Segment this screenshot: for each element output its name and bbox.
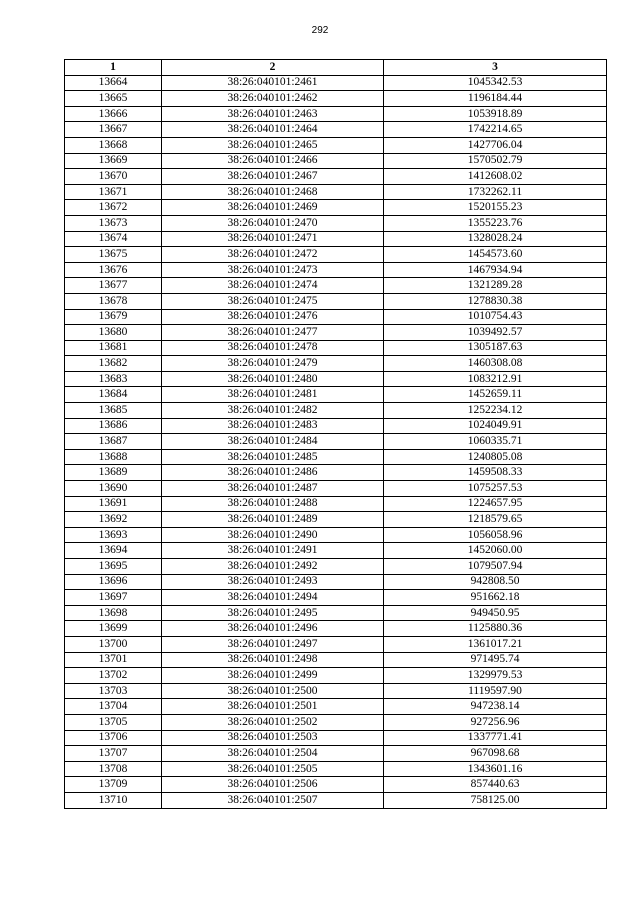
value-cell: 1010754.43 bbox=[384, 309, 607, 325]
row-number-cell: 13679 bbox=[65, 309, 162, 325]
row-number-cell: 13709 bbox=[65, 777, 162, 793]
cadastral-number-cell: 38:26:040101:2475 bbox=[162, 293, 384, 309]
value-cell: 1343601.16 bbox=[384, 761, 607, 777]
value-cell: 942808.50 bbox=[384, 574, 607, 590]
row-number-cell: 13665 bbox=[65, 91, 162, 107]
table-row bbox=[65, 75, 607, 91]
row-number-cell: 13689 bbox=[65, 465, 162, 481]
table-row bbox=[65, 449, 607, 465]
value-cell: 1079507.94 bbox=[384, 559, 607, 575]
table-row bbox=[65, 200, 607, 216]
value-cell: 1337771.41 bbox=[384, 730, 607, 746]
row-number-cell: 13710 bbox=[65, 792, 162, 808]
cadastral-number-cell: 38:26:040101:2506 bbox=[162, 777, 384, 793]
table-row bbox=[65, 574, 607, 590]
table-row bbox=[65, 746, 607, 762]
cadastral-number-cell: 38:26:040101:2470 bbox=[162, 215, 384, 231]
value-cell: 1427706.04 bbox=[384, 137, 607, 153]
row-number-cell: 13674 bbox=[65, 231, 162, 247]
table-row bbox=[65, 761, 607, 777]
value-cell: 967098.68 bbox=[384, 746, 607, 762]
value-cell: 1053918.89 bbox=[384, 106, 607, 122]
row-number-cell: 13684 bbox=[65, 387, 162, 403]
value-cell: 947238.14 bbox=[384, 699, 607, 715]
value-cell: 1125880.36 bbox=[384, 621, 607, 637]
row-number-cell: 13702 bbox=[65, 668, 162, 684]
value-cell: 1459508.33 bbox=[384, 465, 607, 481]
value-cell: 971495.74 bbox=[384, 652, 607, 668]
table-row bbox=[65, 543, 607, 559]
table-row bbox=[65, 340, 607, 356]
table-row bbox=[65, 559, 607, 575]
row-number-cell: 13672 bbox=[65, 200, 162, 216]
row-number-cell: 13685 bbox=[65, 403, 162, 419]
value-cell: 1119597.90 bbox=[384, 683, 607, 699]
page-number: 292 bbox=[311, 25, 329, 36]
row-number-cell: 13699 bbox=[65, 621, 162, 637]
cadastral-number-cell: 38:26:040101:2501 bbox=[162, 699, 384, 715]
table-row bbox=[65, 91, 607, 107]
value-cell: 1321289.28 bbox=[384, 278, 607, 294]
table-header bbox=[65, 60, 607, 76]
table-row bbox=[65, 231, 607, 247]
value-cell: 1039492.57 bbox=[384, 325, 607, 341]
row-number-cell: 13668 bbox=[65, 137, 162, 153]
table-row bbox=[65, 792, 607, 808]
row-number-cell: 13707 bbox=[65, 746, 162, 762]
value-cell: 1278830.38 bbox=[384, 293, 607, 309]
row-number-cell: 13700 bbox=[65, 636, 162, 652]
row-number-cell: 13706 bbox=[65, 730, 162, 746]
row-number-cell: 13705 bbox=[65, 714, 162, 730]
row-number-cell: 13703 bbox=[65, 683, 162, 699]
row-number-cell: 13667 bbox=[65, 122, 162, 138]
table-row bbox=[65, 215, 607, 231]
table-row bbox=[65, 652, 607, 668]
table-row bbox=[65, 184, 607, 200]
cadastral-number-cell: 38:26:040101:2487 bbox=[162, 481, 384, 497]
row-number-cell: 13698 bbox=[65, 605, 162, 621]
value-cell: 1075257.53 bbox=[384, 481, 607, 497]
row-number-cell: 13690 bbox=[65, 481, 162, 497]
cadastral-number-cell: 38:26:040101:2490 bbox=[162, 527, 384, 543]
data-table bbox=[64, 59, 607, 809]
cadastral-number-cell: 38:26:040101:2479 bbox=[162, 356, 384, 372]
row-number-cell: 13671 bbox=[65, 184, 162, 200]
value-cell: 1452060.00 bbox=[384, 543, 607, 559]
cadastral-number-cell: 38:26:040101:2482 bbox=[162, 403, 384, 419]
table-row bbox=[65, 668, 607, 684]
cadastral-number-cell: 38:26:040101:2461 bbox=[162, 75, 384, 91]
cadastral-number-cell: 38:26:040101:2491 bbox=[162, 543, 384, 559]
table-row bbox=[65, 512, 607, 528]
table-row bbox=[65, 777, 607, 793]
value-cell: 1454573.60 bbox=[384, 247, 607, 263]
value-cell: 1742214.65 bbox=[384, 122, 607, 138]
row-number-cell: 13692 bbox=[65, 512, 162, 528]
value-cell: 949450.95 bbox=[384, 605, 607, 621]
table-row bbox=[65, 106, 607, 122]
value-cell: 1218579.65 bbox=[384, 512, 607, 528]
cadastral-number-cell: 38:26:040101:2484 bbox=[162, 434, 384, 450]
cadastral-number-cell: 38:26:040101:2496 bbox=[162, 621, 384, 637]
cadastral-number-cell: 38:26:040101:2466 bbox=[162, 153, 384, 169]
row-number-cell: 13688 bbox=[65, 449, 162, 465]
row-number-cell: 13695 bbox=[65, 559, 162, 575]
value-cell: 1467934.94 bbox=[384, 262, 607, 278]
table-row bbox=[65, 122, 607, 138]
cadastral-number-cell: 38:26:040101:2488 bbox=[162, 496, 384, 512]
table-row bbox=[65, 496, 607, 512]
cadastral-number-cell: 38:26:040101:2474 bbox=[162, 278, 384, 294]
value-cell: 1460308.08 bbox=[384, 356, 607, 372]
table-row bbox=[65, 137, 607, 153]
cadastral-number-cell: 38:26:040101:2499 bbox=[162, 668, 384, 684]
value-cell: 1452659.11 bbox=[384, 387, 607, 403]
row-number-cell: 13686 bbox=[65, 418, 162, 434]
value-cell: 1732262.11 bbox=[384, 184, 607, 200]
row-number-cell: 13670 bbox=[65, 169, 162, 185]
cadastral-number-cell: 38:26:040101:2486 bbox=[162, 465, 384, 481]
cadastral-number-cell: 38:26:040101:2464 bbox=[162, 122, 384, 138]
table-row bbox=[65, 714, 607, 730]
value-cell: 1060335.71 bbox=[384, 434, 607, 450]
row-number-cell: 13678 bbox=[65, 293, 162, 309]
column-header-2: 2 bbox=[162, 60, 384, 76]
value-cell: 1056058.96 bbox=[384, 527, 607, 543]
row-number-cell: 13687 bbox=[65, 434, 162, 450]
cadastral-number-cell: 38:26:040101:2503 bbox=[162, 730, 384, 746]
row-number-cell: 13677 bbox=[65, 278, 162, 294]
cadastral-number-cell: 38:26:040101:2468 bbox=[162, 184, 384, 200]
value-cell: 1355223.76 bbox=[384, 215, 607, 231]
table-row bbox=[65, 621, 607, 637]
column-header-3: 3 bbox=[384, 60, 607, 76]
row-number-cell: 13680 bbox=[65, 325, 162, 341]
row-number-cell: 13669 bbox=[65, 153, 162, 169]
value-cell: 1045342.53 bbox=[384, 75, 607, 91]
table-row bbox=[65, 387, 607, 403]
row-number-cell: 13683 bbox=[65, 371, 162, 387]
cadastral-number-cell: 38:26:040101:2463 bbox=[162, 106, 384, 122]
row-number-cell: 13694 bbox=[65, 543, 162, 559]
value-cell: 1361017.21 bbox=[384, 636, 607, 652]
table-row bbox=[65, 262, 607, 278]
table-row bbox=[65, 527, 607, 543]
row-number-cell: 13676 bbox=[65, 262, 162, 278]
cadastral-number-cell: 38:26:040101:2502 bbox=[162, 714, 384, 730]
cadastral-number-cell: 38:26:040101:2477 bbox=[162, 325, 384, 341]
cadastral-number-cell: 38:26:040101:2493 bbox=[162, 574, 384, 590]
cadastral-number-cell: 38:26:040101:2507 bbox=[162, 792, 384, 808]
table-row bbox=[65, 325, 607, 341]
row-number-cell: 13681 bbox=[65, 340, 162, 356]
row-number-cell: 13693 bbox=[65, 527, 162, 543]
cadastral-number-cell: 38:26:040101:2497 bbox=[162, 636, 384, 652]
cadastral-number-cell: 38:26:040101:2478 bbox=[162, 340, 384, 356]
cadastral-number-cell: 38:26:040101:2485 bbox=[162, 449, 384, 465]
table-row bbox=[65, 465, 607, 481]
value-cell: 1224657.95 bbox=[384, 496, 607, 512]
table-row bbox=[65, 169, 607, 185]
cadastral-number-cell: 38:26:040101:2489 bbox=[162, 512, 384, 528]
value-cell: 1196184.44 bbox=[384, 91, 607, 107]
table-row bbox=[65, 153, 607, 169]
table-row bbox=[65, 418, 607, 434]
cadastral-number-cell: 38:26:040101:2505 bbox=[162, 761, 384, 777]
cadastral-number-cell: 38:26:040101:2471 bbox=[162, 231, 384, 247]
table-row bbox=[65, 683, 607, 699]
value-cell: 1305187.63 bbox=[384, 340, 607, 356]
table-row bbox=[65, 309, 607, 325]
cadastral-number-cell: 38:26:040101:2500 bbox=[162, 683, 384, 699]
value-cell: 1570502.79 bbox=[384, 153, 607, 169]
row-number-cell: 13682 bbox=[65, 356, 162, 372]
cadastral-number-cell: 38:26:040101:2467 bbox=[162, 169, 384, 185]
table-row bbox=[65, 730, 607, 746]
row-number-cell: 13696 bbox=[65, 574, 162, 590]
row-number-cell: 13701 bbox=[65, 652, 162, 668]
table-row bbox=[65, 403, 607, 419]
table-row bbox=[65, 605, 607, 621]
cadastral-number-cell: 38:26:040101:2476 bbox=[162, 309, 384, 325]
table-row bbox=[65, 590, 607, 606]
value-cell: 857440.63 bbox=[384, 777, 607, 793]
row-number-cell: 13666 bbox=[65, 106, 162, 122]
table-row bbox=[65, 699, 607, 715]
value-cell: 1329979.53 bbox=[384, 668, 607, 684]
column-header-1: 1 bbox=[65, 60, 162, 76]
value-cell: 1024049.91 bbox=[384, 418, 607, 434]
cadastral-number-cell: 38:26:040101:2473 bbox=[162, 262, 384, 278]
table-row bbox=[65, 434, 607, 450]
value-cell: 951662.18 bbox=[384, 590, 607, 606]
value-cell: 758125.00 bbox=[384, 792, 607, 808]
cadastral-number-cell: 38:26:040101:2483 bbox=[162, 418, 384, 434]
table-row bbox=[65, 278, 607, 294]
row-number-cell: 13697 bbox=[65, 590, 162, 606]
header-row bbox=[65, 60, 607, 76]
cadastral-number-cell: 38:26:040101:2498 bbox=[162, 652, 384, 668]
cadastral-number-cell: 38:26:040101:2495 bbox=[162, 605, 384, 621]
table-row bbox=[65, 247, 607, 263]
value-cell: 1083212.91 bbox=[384, 371, 607, 387]
row-number-cell: 13664 bbox=[65, 75, 162, 91]
row-number-cell: 13691 bbox=[65, 496, 162, 512]
cadastral-number-cell: 38:26:040101:2480 bbox=[162, 371, 384, 387]
value-cell: 1328028.24 bbox=[384, 231, 607, 247]
table-row bbox=[65, 356, 607, 372]
value-cell: 1520155.23 bbox=[384, 200, 607, 216]
table-body bbox=[65, 75, 607, 808]
row-number-cell: 13675 bbox=[65, 247, 162, 263]
row-number-cell: 13704 bbox=[65, 699, 162, 715]
cadastral-number-cell: 38:26:040101:2481 bbox=[162, 387, 384, 403]
cadastral-number-cell: 38:26:040101:2472 bbox=[162, 247, 384, 263]
table-row bbox=[65, 636, 607, 652]
cadastral-number-cell: 38:26:040101:2492 bbox=[162, 559, 384, 575]
row-number-cell: 13708 bbox=[65, 761, 162, 777]
value-cell: 1240805.08 bbox=[384, 449, 607, 465]
table-row bbox=[65, 371, 607, 387]
cadastral-number-cell: 38:26:040101:2462 bbox=[162, 91, 384, 107]
value-cell: 1412608.02 bbox=[384, 169, 607, 185]
row-number-cell: 13673 bbox=[65, 215, 162, 231]
cadastral-number-cell: 38:26:040101:2494 bbox=[162, 590, 384, 606]
cadastral-number-cell: 38:26:040101:2465 bbox=[162, 137, 384, 153]
value-cell: 1252234.12 bbox=[384, 403, 607, 419]
value-cell: 927256.96 bbox=[384, 714, 607, 730]
table-row bbox=[65, 481, 607, 497]
table-row bbox=[65, 293, 607, 309]
cadastral-number-cell: 38:26:040101:2469 bbox=[162, 200, 384, 216]
cadastral-number-cell: 38:26:040101:2504 bbox=[162, 746, 384, 762]
